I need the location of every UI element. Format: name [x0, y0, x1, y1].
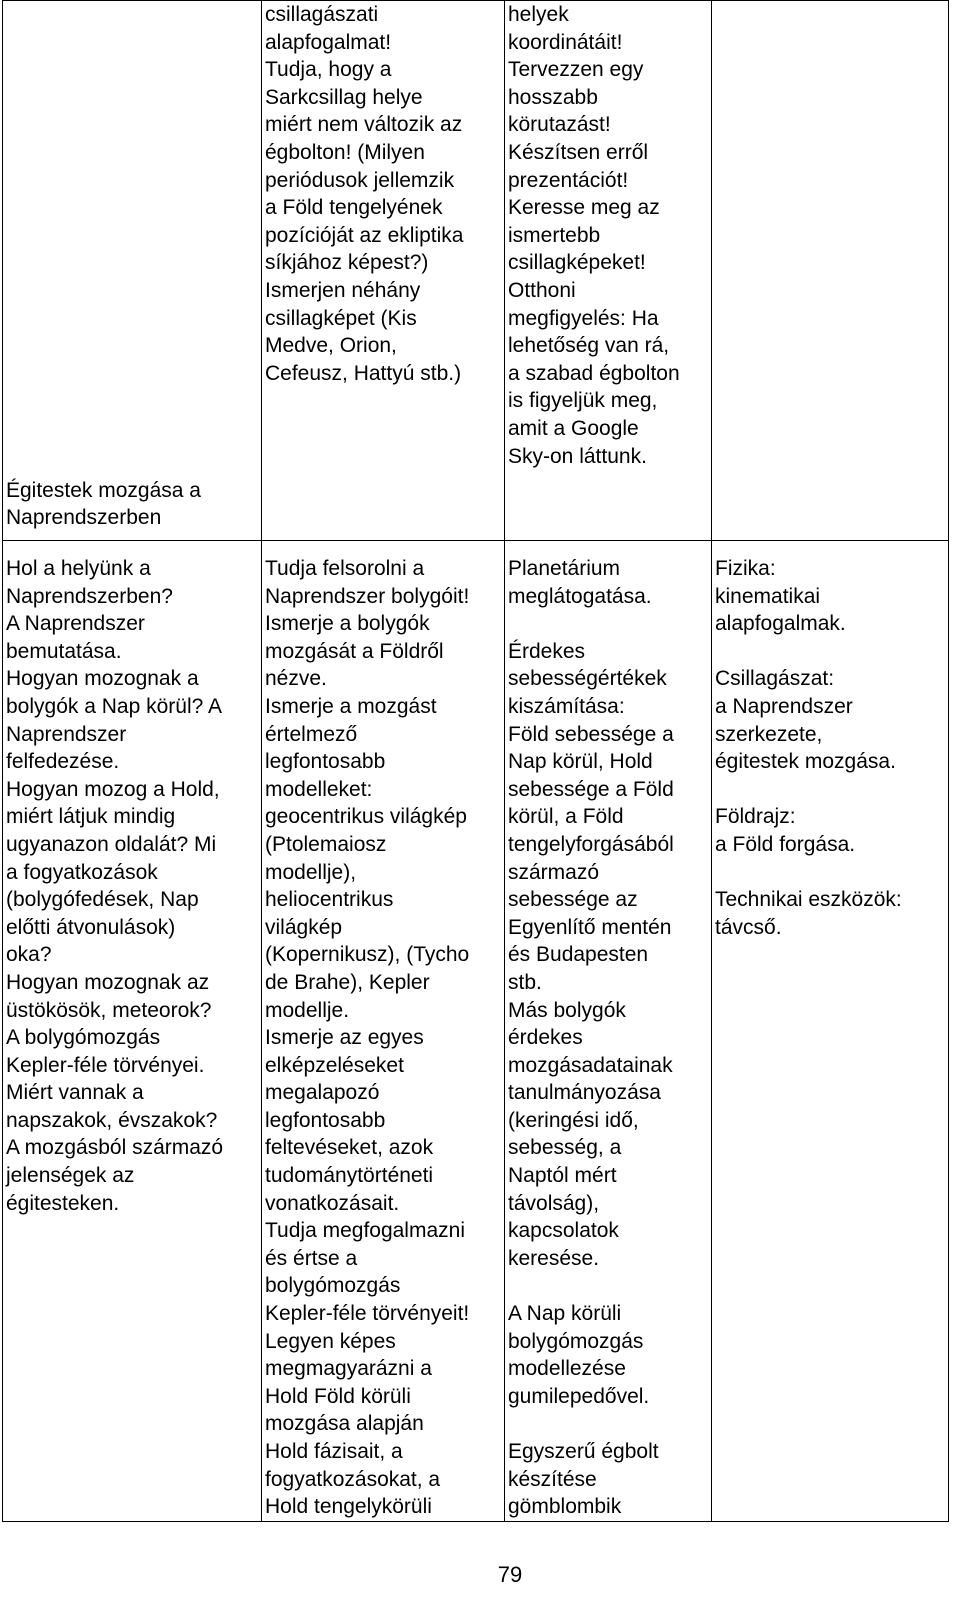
text-line: mozgását a Földről — [265, 639, 444, 663]
text-line: Hold Föld körüli — [265, 1384, 411, 1408]
text-line: távolság), — [508, 1191, 600, 1215]
activities-text — [508, 555, 708, 1521]
text-line: Otthoni — [508, 278, 576, 302]
text-line: Ismerje a bolygók — [265, 612, 430, 636]
text-line: és Budapesten — [508, 943, 649, 967]
text-line: modellje), — [265, 860, 357, 884]
text-line: Egyszerű égbolt — [508, 1440, 659, 1463]
text-line: amit a Google — [508, 416, 639, 440]
requirements-cell — [262, 541, 505, 1522]
text-line: Hold tengelykörüli — [265, 1495, 432, 1519]
table-row — [3, 1, 949, 541]
text-line: Naprendszer bolygóit! — [265, 584, 470, 608]
text-line: Technikai eszközök: — [715, 888, 902, 912]
text-line: csillagképet (Kis — [265, 306, 417, 330]
text-line: Hogyan mozognak a — [6, 667, 199, 691]
text-line: is figyeljük meg, — [508, 389, 658, 413]
text-line: Keresse meg az — [508, 196, 660, 220]
text-line: és értse a — [265, 1246, 358, 1270]
text-line: Érdekes — [508, 639, 586, 663]
text-line: sebessége a Föld — [508, 777, 674, 801]
curriculum-table — [2, 0, 949, 1522]
text-line: Tervezzen egy — [508, 58, 644, 82]
text-line: pozícióját az ekliptika — [265, 223, 464, 247]
text-line: legfontosabb — [265, 1108, 386, 1132]
text-line: Ismerje a mozgást — [265, 694, 437, 718]
text-line: Sarkcsillag helye — [265, 85, 423, 109]
text-line: megfigyelés: Ha — [508, 306, 659, 330]
connections-text — [715, 555, 945, 941]
connections-cell — [712, 541, 949, 1522]
table-row — [3, 541, 949, 1522]
text-line: gömblombik — [508, 1495, 622, 1519]
text-line: Planetárium — [508, 557, 621, 580]
activities-text — [508, 1, 708, 470]
text-line: Kepler-féle törvényei. — [6, 1053, 205, 1077]
text-line: A Nap körüli — [508, 1302, 622, 1326]
text-line: tudománytörténeti — [265, 1164, 434, 1188]
connections-cell — [712, 1, 949, 541]
text-line: keresése. — [508, 1246, 600, 1270]
text-line: tengelyforgásából — [508, 832, 674, 856]
text-line: alapfogalmak. — [715, 612, 846, 636]
text-line: A Naprendszer — [6, 612, 145, 636]
text-line: Más bolygók — [508, 998, 626, 1022]
text-line: a Föld forgása. — [715, 832, 856, 856]
text-line: modellezése — [508, 1357, 626, 1381]
text-line: miért nem változik az — [265, 113, 463, 137]
text-line: síkjához képest?) — [265, 251, 429, 275]
text-line: égitestek mozgása. — [715, 750, 896, 774]
text-line: Miért vannak a — [6, 1081, 144, 1105]
text-line: felfedezése. — [6, 750, 120, 774]
text-line: sebesség, a — [508, 1136, 622, 1160]
text-line: geocentrikus világkép — [265, 805, 467, 829]
requirements-text — [265, 555, 501, 1521]
text-line — [715, 776, 945, 804]
requirements-text — [265, 1, 501, 387]
text-line: meglátogatása. — [508, 584, 652, 608]
text-line: (keringési idő, — [508, 1108, 639, 1132]
text-line: Hold fázisait, a — [265, 1440, 403, 1463]
text-line: modellje. — [265, 998, 350, 1022]
text-line: (bolygófedések, Nap — [6, 888, 199, 912]
text-line: Naprendszer — [6, 722, 127, 746]
text-line: Legyen képes — [265, 1329, 396, 1353]
text-line: bolygómozgás — [265, 1274, 401, 1298]
text-line: A mozgásból származó — [6, 1136, 224, 1160]
text-line: Medve, Orion, — [265, 334, 397, 358]
text-line: (Kopernikusz), (Tycho — [265, 943, 470, 967]
text-line: Földrajz: — [715, 805, 796, 829]
text-line: üstökösök, meteorok? — [6, 998, 212, 1022]
text-line: Tudja felsorolni a — [265, 557, 425, 580]
text-line: stb. — [508, 970, 542, 994]
text-line: Naptól mért — [508, 1164, 617, 1188]
text-line: körutazást! — [508, 113, 611, 137]
page-number-container — [0, 1562, 960, 1588]
text-line: mozgásadatainak — [508, 1053, 673, 1077]
text-line: prezentációt! — [508, 168, 629, 192]
text-line: Hogyan mozog a Hold, — [6, 777, 220, 801]
text-line — [715, 638, 945, 666]
text-line: megalapozó — [265, 1081, 380, 1105]
text-line: kiszámítása: — [508, 694, 625, 718]
text-line: (Ptolemaiosz — [265, 832, 387, 856]
text-line: Fizika: — [715, 557, 776, 580]
text-line: Ismerje az egyes — [265, 1026, 424, 1050]
text-line: sebessége az — [508, 888, 638, 912]
text-line: feltevéseket, azok — [265, 1136, 434, 1160]
text-line: napszakok, évszakok? — [6, 1108, 218, 1132]
activities-cell — [505, 1, 712, 541]
text-line: égbolton! (Milyen — [265, 140, 425, 164]
topic-title-line2: Naprendszerben — [6, 506, 162, 530]
text-line: modelleket: — [265, 777, 373, 801]
text-line: mozgása alapján — [265, 1412, 424, 1436]
text-line — [715, 859, 945, 887]
topic-title: Égitestek mozgása a — [6, 478, 201, 502]
text-line: Hol a helyünk a — [6, 557, 151, 580]
text-line: gumilepedővel. — [508, 1384, 650, 1408]
text-line: vonatkozásait. — [265, 1191, 400, 1215]
text-line: miért látjuk mindig — [6, 805, 176, 829]
text-line: csillagképeket! — [508, 251, 646, 275]
text-line: Készítsen erről — [508, 140, 649, 164]
text-line: Ismerjen néhány — [265, 278, 421, 302]
text-line: legfontosabb — [265, 750, 386, 774]
text-line: alapfogalmat! — [265, 30, 392, 54]
text-line: szerkezete, — [715, 722, 823, 746]
text-line: világkép — [265, 915, 343, 939]
page-number: 79 — [497, 1562, 523, 1587]
text-line: körül, a Föld — [508, 805, 624, 829]
text-line: származó — [508, 860, 600, 884]
text-line: kinematikai — [715, 584, 821, 608]
text-line: Egyenlítő mentén — [508, 915, 672, 939]
text-line: távcső. — [715, 915, 782, 939]
text-line: Csillagászat: — [715, 667, 835, 691]
text-line: a Naprendszer — [715, 694, 853, 718]
text-line: Cefeusz, Hattyú stb.) — [265, 361, 462, 385]
text-line: Föld sebessége a — [508, 722, 674, 746]
text-line: a fogyatkozások — [6, 860, 158, 884]
text-line: tanulmányozása — [508, 1081, 661, 1105]
text-line — [508, 1410, 708, 1438]
requirements-cell — [262, 1, 505, 541]
text-line: bemutatása. — [6, 639, 122, 663]
text-line: ismertebb — [508, 223, 601, 247]
text-line: elképzeléseket — [265, 1053, 404, 1077]
text-line: a szabad égbolton — [508, 361, 680, 385]
topic-cell — [3, 1, 262, 541]
text-line: heliocentrikus — [265, 888, 394, 912]
text-line — [508, 1272, 708, 1300]
text-line: érdekes — [508, 1026, 583, 1050]
text-line: Nap körül, Hold — [508, 750, 653, 774]
text-line: csillagászati — [265, 3, 379, 26]
text-line: periódusok jellemzik — [265, 168, 455, 192]
text-line: A bolygómozgás — [6, 1026, 161, 1050]
text-line: nézve. — [265, 667, 327, 691]
text-line: kapcsolatok — [508, 1219, 619, 1243]
text-line: készítése — [508, 1467, 597, 1491]
text-line: helyek — [508, 3, 569, 26]
text-line: Kepler-féle törvényeit! — [265, 1302, 470, 1326]
text-line: jelenségek az — [6, 1164, 135, 1188]
text-line: bolygómozgás — [508, 1329, 644, 1353]
text-line: értelmező — [265, 722, 358, 746]
text-line: Sky-on láttunk. — [508, 444, 647, 468]
text-line: koordinátáit! — [508, 30, 623, 54]
text-line: oka? — [6, 943, 52, 967]
activities-cell — [505, 541, 712, 1522]
text-line: fogyatkozásokat, a — [265, 1467, 441, 1491]
text-line: sebességértékek — [508, 667, 667, 691]
text-line: ugyanazon oldalát? Mi — [6, 832, 217, 856]
questions-cell — [3, 541, 262, 1522]
text-line: égitesteken. — [6, 1191, 120, 1215]
text-line: hosszabb — [508, 85, 598, 109]
text-line: bolygók a Nap körül? A — [6, 694, 222, 718]
questions-text — [6, 555, 258, 1217]
text-line: lehetőség van rá, — [508, 334, 670, 358]
text-line: Naprendszerben? — [6, 584, 173, 608]
text-line — [508, 610, 708, 638]
text-line: Tudja megfogalmazni — [265, 1219, 465, 1243]
text-line: megmagyarázni a — [265, 1357, 432, 1381]
text-line: Tudja, hogy a — [265, 58, 392, 82]
text-line: Hogyan mozognak az — [6, 970, 210, 994]
text-line: a Föld tengelyének — [265, 196, 443, 220]
text-line: de Brahe), Kepler — [265, 970, 430, 994]
text-line: előtti átvonulások) — [6, 915, 176, 939]
